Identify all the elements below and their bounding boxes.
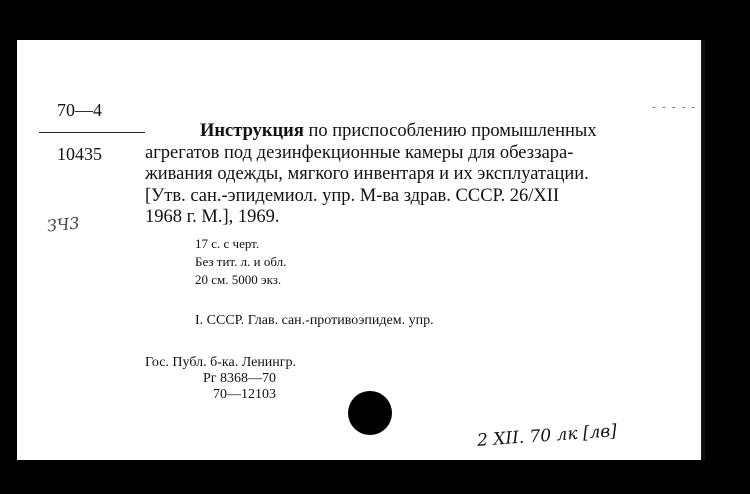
size-and-run-info: 20 см. 5000 экз. [195,272,282,287]
shelf-mark-bottom: 10435 [57,144,102,164]
handwritten-date-note: 2 XII. 70 лк [лв] [476,421,618,451]
shelf-mark-divider [39,132,145,133]
description-line-4: [Утв. сан.-эпидемиол. упр. М-ва здрав. СССР. 26/XII [145,185,560,206]
pages-info: 17 с. с черт. [195,236,260,251]
library-number: Рг 8368—70 [203,371,277,386]
description-line-1 [145,121,701,143]
physical-details [195,235,286,289]
corner-mark: - - - - - [652,102,697,113]
description-line-3: живания одежды, мягкого инвентаря и их эксплуатации. [145,164,589,184]
description-text-1: по приспособлению промышленных [308,121,597,141]
binding-info: Без тит. л. и обл. [195,254,287,269]
library-stamp [145,355,296,403]
catalog-card [17,40,705,460]
library-name: Гос. Публ. б-ка. Ленингр. [145,355,297,370]
document-title: Инструкция [200,121,304,141]
subject-tracing: I. СССР. Глав. сан.-противоэпидем. упр. [195,313,434,328]
bibliographic-description [145,121,701,229]
handwritten-annotation-left: ЗЧ3 [46,213,81,236]
description-line-5: 1968 г. М.], 1969. [145,207,280,227]
description-line-2: агрегатов под дезинфекционные камеры для обеззара- [145,142,574,163]
accession-number: 70—12103 [213,387,276,402]
shelf-mark-top: 70—4 [57,100,102,120]
punch-hole [348,391,392,435]
